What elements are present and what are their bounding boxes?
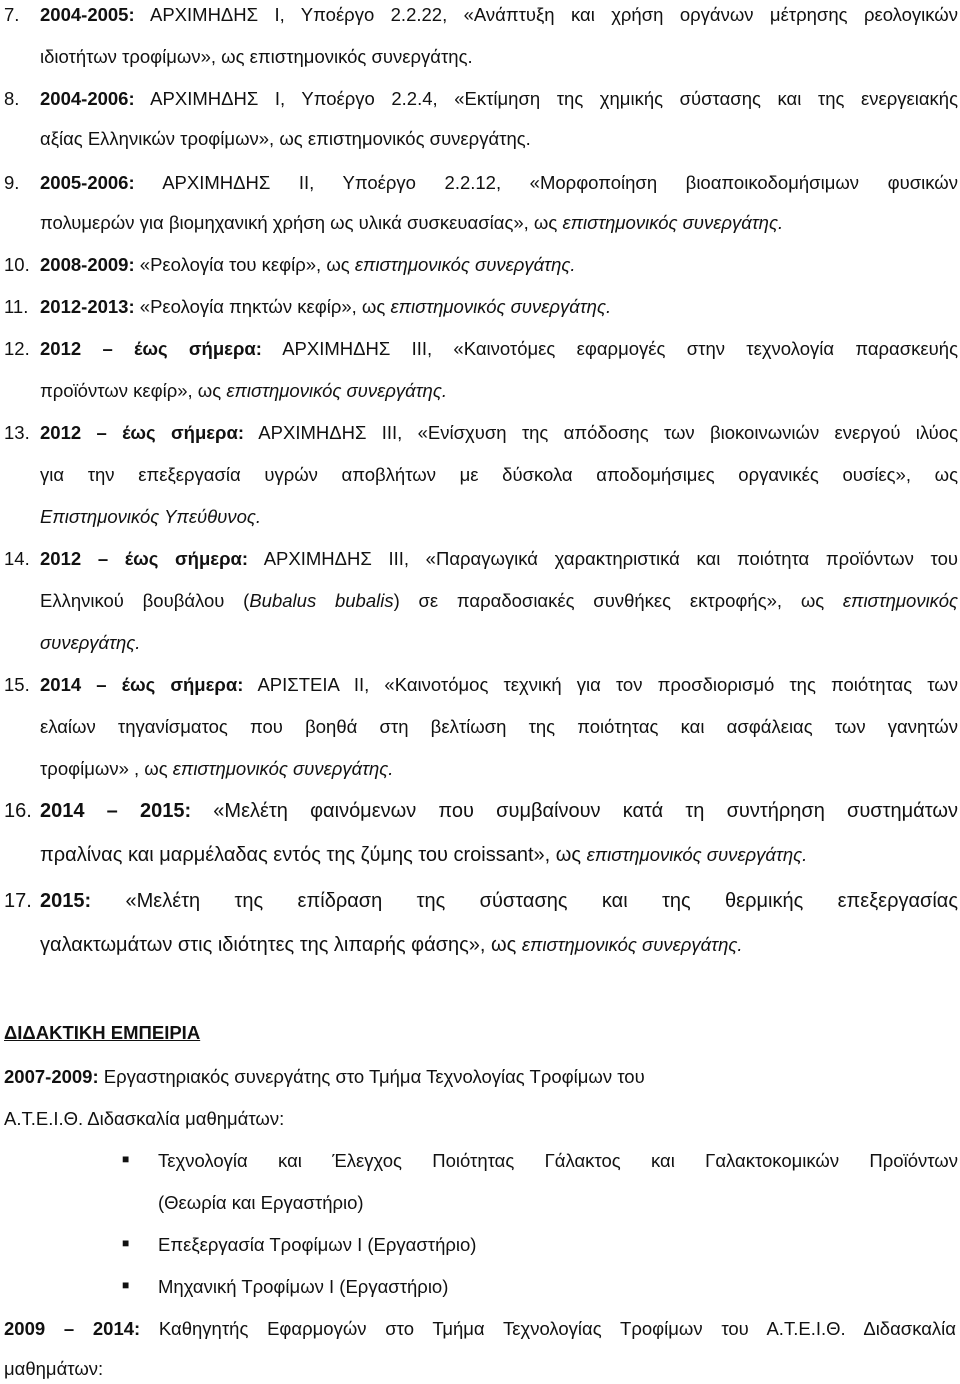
item-line [40, 296, 611, 318]
item-text: ΑΡΧΙΜΗΔΗΣ Ι, Υποέργο 2.2.22, «Ανάπτυξη και χρήση οργάνων μέτρησης ρεολογικών [134, 4, 958, 25]
item-line [40, 716, 958, 738]
item-number: 10. [4, 254, 30, 275]
teaching-paragraph [4, 1108, 284, 1130]
item-role: συνεργάτης. [40, 632, 141, 653]
item-number: 11. [4, 296, 29, 317]
section-title-text: ΔΙΔΑΚΤΙΚΗ ΕΜΠΕΙΡΙΑ [4, 1022, 201, 1043]
item-text: ΑΡΧΙΜΗΔΗΣ ΙΙ, Υποέργο 2.2.12, «Μορφοποίηση βιοαποικοδομήσιμων φυσικών [134, 172, 958, 193]
item-number: 12. [4, 338, 30, 359]
item-line [40, 590, 958, 612]
teaching-text: Εργαστηριακός συνεργάτης στο Τμήμα Τεχνολογίας Τροφίμων του [98, 1066, 645, 1087]
teaching-date: 2009 – 2014: [4, 1318, 141, 1339]
item-line [40, 506, 261, 528]
item-text: ιδιοτήτων τροφίμων», ως επιστημονικός συνεργάτης. [40, 46, 473, 67]
item-text: γαλακτωμάτων στις ιδιότητες της λιπαρής φάσης», ως [40, 934, 522, 956]
item-line [40, 674, 958, 696]
item-line [40, 338, 958, 360]
item-text: ελαίων τηγανίσματος που βοηθά στη βελτίωση της ποιότητας και ασφάλειας των γανητών [40, 716, 958, 737]
teaching-text: Καθηγητής Εφαρμογών στο Τμήμα Τεχνολογίας Τροφίμων του Α.Τ.Ε.Ι.Θ. Διδασκαλία [140, 1318, 956, 1339]
bullet-text: (Θεωρία και Εργαστήριο) [158, 1192, 364, 1213]
bullet-item [158, 1150, 958, 1172]
item-number: 9. [4, 172, 20, 193]
teaching-date: 2007-2009: [4, 1066, 99, 1087]
item-text: προϊόντων κεφίρ», ως [40, 380, 227, 401]
item-line [40, 422, 958, 444]
item-text: πραλίνας και μαρμέλαδας εντός της ζύμης του croissant», ως [40, 844, 587, 866]
item-date: 2012-2013: [40, 296, 135, 317]
item-number: 16. [4, 800, 32, 822]
item-number: 8. [4, 88, 20, 109]
teaching-text: Α.Τ.Ε.Ι.Θ. Διδασκαλία μαθημάτων: [4, 1108, 285, 1129]
item-line [40, 548, 958, 570]
item-line [40, 254, 576, 276]
item-role: επιστημονικός συνεργάτης. [354, 254, 576, 275]
item-text: ΑΡΧΙΜΗΔΗΣ ΙΙΙ, «Παραγωγικά χαρακτηριστικά και ποιότητα προϊόντων του [248, 548, 958, 569]
item-line [40, 758, 393, 780]
bullet-item [158, 1192, 364, 1214]
item-text: ΑΡΧΙΜΗΔΗΣ Ι, Υποέργο 2.2.4, «Εκτίμηση της χημικής σύστασης και της ενεργειακής [134, 88, 958, 109]
item-line [40, 844, 807, 867]
item-number: 17. [4, 890, 32, 912]
item-text: «Ρεολογία του κεφίρ», ως [134, 254, 355, 275]
item-date: 2014 – 2015: [40, 800, 192, 822]
item-role: επιστημονικός συνεργάτης. [562, 212, 784, 233]
teaching-paragraph [4, 1358, 103, 1380]
bullet-item [158, 1234, 476, 1256]
item-role: επιστημονικός συνεργάτης. [521, 934, 743, 955]
item-date: 2012 – έως σήμερα: [40, 548, 249, 569]
bullet-text: Μηχανική Τροφίμων Ι (Εργαστήριο) [158, 1276, 449, 1297]
item-role: επιστημονικός συνεργάτης. [172, 758, 394, 779]
item-date: 2015: [40, 890, 92, 912]
item-date: 2005-2006: [40, 172, 135, 193]
item-line [40, 212, 783, 234]
item-line [40, 46, 473, 68]
item-role: επιστημονικός συνεργάτης. [586, 844, 808, 865]
item-number: 7. [4, 4, 20, 25]
item-text: πολυμερών για βιομηχανική χρήση ως υλικά συσκευασίας», ως [40, 212, 563, 233]
bullet-item [158, 1276, 448, 1298]
item-line [40, 464, 958, 486]
teaching-paragraph [4, 1066, 645, 1088]
item-date: 2004-2005: [40, 4, 135, 25]
item-line [40, 934, 742, 957]
item-line [40, 172, 958, 194]
square-bullet-icon: ■ [122, 1278, 130, 1292]
item-line [40, 88, 958, 110]
bullet-text: Επεξεργασία Τροφίμων Ι (Εργαστήριο) [158, 1234, 477, 1255]
item-number: 13. [4, 422, 30, 443]
item-date: 2008-2009: [40, 254, 135, 275]
item-line [40, 800, 958, 823]
item-line [40, 380, 447, 402]
item-line [40, 128, 531, 150]
item-date: 2012 – έως σήμερα: [40, 338, 262, 359]
teaching-paragraph [4, 1318, 956, 1340]
item-date: 2012 – έως σήμερα: [40, 422, 245, 443]
item-role: επιστημονικός συνεργάτης. [390, 296, 612, 317]
section-title [4, 1022, 200, 1044]
item-text: «Μελέτη της επίδραση της σύστασης και της θερμικής επεξεργασίας [91, 890, 958, 912]
item-text: «Ρεολογία πηκτών κεφίρ», ως [134, 296, 391, 317]
item-species: Bubalus bubalis [249, 590, 394, 611]
item-text: Ελληνικού βουβάλου ( [40, 590, 250, 611]
item-number: 14. [4, 548, 30, 569]
item-text: για την επεξεργασία υγρών αποβλήτων με δύσκολα αποδομήσιμες οργανικές ουσίες», ως [40, 464, 958, 485]
item-text: ΑΡΧΙΜΗΔΗΣ ΙΙΙ, «Ενίσχυση της απόδοσης των βιοκοινωνιών ενεργού ιλύος [244, 422, 958, 443]
item-date: 2004-2006: [40, 88, 135, 109]
item-number: 15. [4, 674, 30, 695]
item-text: «Μελέτη φαινόμενων που συμβαίνουν κατά τη συντήρηση συστημάτων [191, 800, 958, 822]
item-date: 2014 – έως σήμερα: [40, 674, 244, 695]
square-bullet-icon: ■ [122, 1236, 130, 1250]
item-role: Επιστημονικός Υπεύθυνος. [40, 506, 262, 527]
item-text: αξίας Ελληνικών τροφίμων», ως επιστημονικός συνεργάτης. [40, 128, 531, 149]
item-text: ΑΡΙΣΤΕΙΑ ΙΙ, «Καινοτόμος τεχνική για τον προσδιορισμό της ποιότητας των [243, 674, 958, 695]
bullet-text: Τεχνολογία και Έλεγχος Ποιότητας Γάλακτος και Γαλακτοκομικών Προϊόντων [158, 1150, 958, 1171]
item-text: ΑΡΧΙΜΗΔΗΣ ΙΙΙ, «Καινοτόμες εφαρμογές στην τεχνολογία παρασκευής [261, 338, 958, 359]
item-role: επιστημονικός συνεργάτης. [226, 380, 447, 401]
item-line [40, 890, 958, 913]
teaching-text: μαθημάτων: [4, 1358, 104, 1379]
item-line [40, 4, 958, 26]
item-text: ) σε παραδοσιακές συνθήκες εκτροφής», ως [393, 590, 843, 611]
item-line [40, 632, 140, 654]
square-bullet-icon: ■ [122, 1152, 130, 1166]
item-text: τροφίμων» , ως [40, 758, 173, 779]
item-role: επιστημονικός [842, 590, 958, 611]
